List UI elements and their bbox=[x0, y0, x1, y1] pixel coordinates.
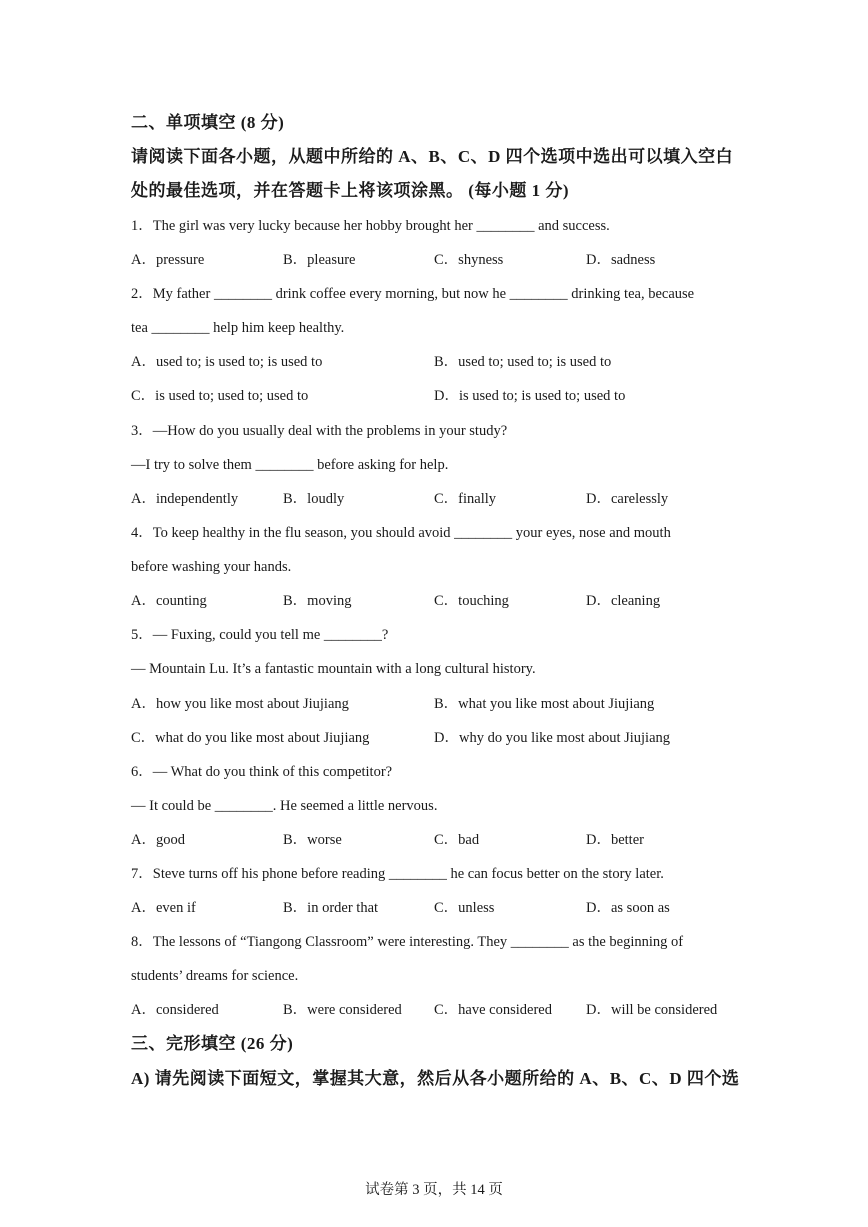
option-b: B．moving bbox=[283, 593, 352, 609]
option-d: D．is used to; is used to; used to bbox=[434, 388, 626, 404]
section-heading: 二、单项填空 (8 分) bbox=[131, 113, 285, 132]
section-instruction: 处的最佳选项，并在答题卡上将该项涂黑。 (每小题 1 分) bbox=[131, 181, 570, 200]
option-b: B．what you like most about Jiujiang bbox=[434, 696, 655, 712]
option-a: A．good bbox=[131, 832, 185, 848]
question-stem: 8．The lessons of “Tiangong Classroom” were interesting. They ________ as the beginning of bbox=[131, 934, 684, 950]
option-d: D．carelessly bbox=[586, 491, 669, 507]
question-stem: 4．To keep healthy in the flu season, you should avoid ________ your eyes, nose and mouth bbox=[131, 525, 671, 541]
question-stem: — It could be ________. He seemed a little nervous. bbox=[131, 798, 438, 814]
option-d: D．will be considered bbox=[586, 1002, 718, 1018]
option-b: B．pleasure bbox=[283, 252, 356, 268]
option-d: D．better bbox=[586, 832, 644, 848]
question-stem: 7．Steve turns off his phone before reading ________ he can focus better on the story later. bbox=[131, 866, 664, 882]
option-c: C．unless bbox=[434, 900, 495, 916]
option-c: C．is used to; used to; used to bbox=[131, 388, 309, 404]
question-stem: —I try to solve them ________ before asking for help. bbox=[131, 457, 449, 473]
option-b: B．in order that bbox=[283, 900, 379, 916]
question-stem: students’ dreams for science. bbox=[131, 968, 299, 984]
question-stem: before washing your hands. bbox=[131, 559, 292, 575]
option-a: A．how you like most about Jiujiang bbox=[131, 696, 349, 712]
option-a: A．counting bbox=[131, 593, 207, 609]
question-stem: 2．My father ________ drink coffee every morning, but now he ________ drinking tea, because bbox=[131, 286, 695, 302]
option-c: C．touching bbox=[434, 593, 509, 609]
option-d: D．cleaning bbox=[586, 593, 661, 609]
option-d: D．why do you like most about Jiujiang bbox=[434, 730, 671, 746]
question-stem: tea ________ help him keep healthy. bbox=[131, 320, 345, 336]
option-d: D．sadness bbox=[586, 252, 656, 268]
question-stem: 5．— Fuxing, could you tell me ________? bbox=[131, 627, 389, 643]
question-stem: 1．The girl was very lucky because her hobby brought her ________ and success. bbox=[131, 218, 610, 234]
page-footer: 试卷第 3 页，共 14 页 bbox=[365, 1182, 503, 1198]
section-heading: 三、完形填空 (26 分) bbox=[131, 1034, 294, 1053]
option-b: B．used to; used to; is used to bbox=[434, 354, 612, 370]
option-c: C．what do you like most about Jiujiang bbox=[131, 730, 370, 746]
option-a: A．considered bbox=[131, 1002, 219, 1018]
option-d: D．as soon as bbox=[586, 900, 670, 916]
option-c: C．have considered bbox=[434, 1002, 552, 1018]
option-b: B．worse bbox=[283, 832, 342, 848]
option-c: C．finally bbox=[434, 491, 497, 507]
option-a: A．even if bbox=[131, 900, 196, 916]
question-stem: — Mountain Lu. It’s a fantastic mountain with a long cultural history. bbox=[131, 661, 536, 677]
question-stem: 3．—How do you usually deal with the problems in your study? bbox=[131, 423, 508, 439]
option-b: B．loudly bbox=[283, 491, 345, 507]
option-b: B．were considered bbox=[283, 1002, 402, 1018]
option-a: A．used to; is used to; is used to bbox=[131, 354, 323, 370]
section-instruction: A) 请先阅读下面短文，掌握其大意，然后从各小题所给的 A、B、C、D 四个选 bbox=[131, 1069, 740, 1088]
option-a: A．pressure bbox=[131, 252, 205, 268]
option-c: C．bad bbox=[434, 832, 480, 848]
question-stem: 6．— What do you think of this competitor? bbox=[131, 764, 393, 780]
option-a: A．independently bbox=[131, 491, 239, 507]
section-instruction: 请阅读下面各小题，从题中所给的 A、B、C、D 四个选项中选出可以填入空白 bbox=[131, 147, 734, 166]
option-c: C．shyness bbox=[434, 252, 504, 268]
